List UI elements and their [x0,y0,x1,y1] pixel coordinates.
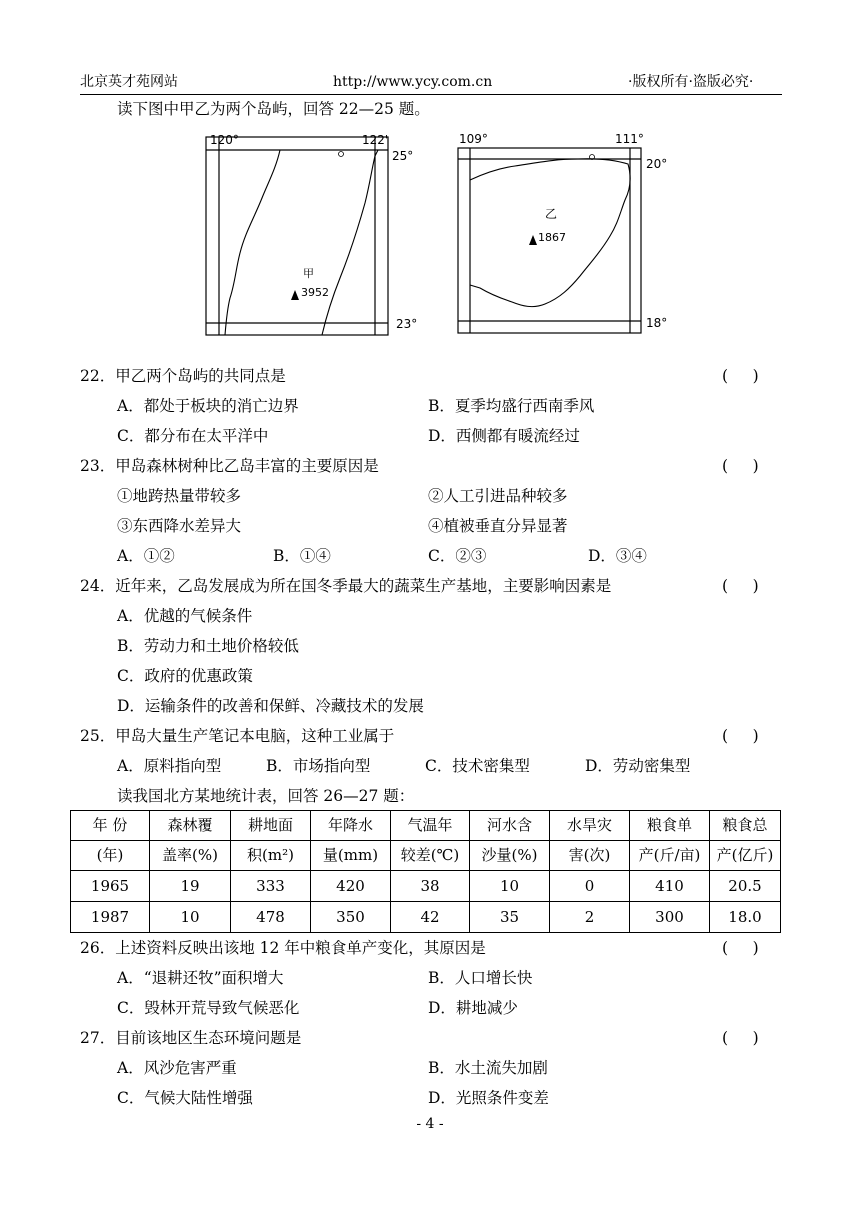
q23-option-d: D．③④ [588,547,647,565]
table-header-row [71,841,781,871]
table-header-row [71,811,781,841]
q27-stem: 27．目前该地区生态环境问题是 [80,1029,302,1047]
q23-item-1: ①地跨热量带较多 [117,487,242,505]
table-cell: 35 [470,902,550,933]
mountain-peak-icon [529,235,537,245]
answer-paren: ( ) [722,367,759,385]
table-header-cell: 盖率(%) [150,841,231,871]
q25-option-b: B．市场指向型 [266,757,371,775]
map-yi-lon-right: 111° [615,132,644,146]
q27-option-c: C．气候大陆性增强 [117,1089,253,1107]
table-header-cell: 森林覆 [150,811,231,841]
table-cell: 350 [311,902,391,933]
statistics-table [70,810,781,933]
table-row [71,902,781,933]
map-jia-lat-top: 25° [392,149,414,163]
table-header-cell: 积(m²) [231,841,311,871]
q25-option-c: C．技术密集型 [425,757,530,775]
q24-option-b: B．劳动力和土地价格较低 [117,637,299,655]
table-header-cell: 产(斤/亩) [630,841,710,871]
map-yi-lon-left: 109° [459,132,488,146]
answer-paren: ( ) [722,939,759,957]
q26-option-c: C．毁林开荒导致气候恶化 [117,999,300,1017]
q26-option-d: D．耕地减少 [428,999,518,1017]
table-header-cell: 害(次) [550,841,630,871]
map-yi-lat-top: 20° [646,157,668,171]
map-jia-lon-right: 122' [362,133,389,147]
table-cell: 42 [391,902,470,933]
map-yi [458,132,667,333]
map-jia-lon-left: 120° [210,133,239,147]
q23-option-c: C．②③ [428,547,487,565]
table-header-cell: 气温年 [391,811,470,841]
map-jia-peak: 3952 [301,286,329,299]
table-cell: 19 [150,871,231,902]
table-header-cell: 较差(℃) [391,841,470,871]
table-header-cell: 量(mm) [311,841,391,871]
table-header-cell: 沙量(%) [470,841,550,871]
table-cell: 10 [470,871,550,902]
table-cell: 420 [311,871,391,902]
header-url: http://www.ycy.com.cn [333,74,493,90]
answer-paren: ( ) [722,727,759,745]
q26-stem: 26．上述资料反映出该地 12 年中粮食单产变化，其原因是 [80,939,486,957]
table-cell: 300 [630,902,710,933]
island-jia-coast [225,150,378,335]
q24-option-c: C．政府的优惠政策 [117,667,253,685]
map-yi-lat-bottom: 18° [646,316,668,330]
table-header-cell: 耕地面 [231,811,311,841]
table-cell: 1987 [71,902,150,933]
answer-paren: ( ) [722,577,759,595]
q22-option-c: C．都分布在太平洋中 [117,427,269,445]
q23-stem: 23．甲岛森林树种比乙岛丰富的主要原因是 [80,457,379,475]
table-cell: 10 [150,902,231,933]
island-maps [200,128,700,343]
map-jia-lat-bottom: 23° [396,317,418,331]
mountain-peak-icon [291,290,299,300]
q25-option-a: A．原料指向型 [117,757,222,775]
table-header-cell: 年降水 [311,811,391,841]
q24-option-d: D．运输条件的改善和保鲜、冷藏技术的发展 [117,697,424,715]
q27-option-d: D．光照条件变差 [428,1089,549,1107]
q22-stem: 22．甲乙两个岛屿的共同点是 [80,367,286,385]
q23-item-4: ④植被垂直分异显著 [428,517,568,535]
header-rule [80,94,782,95]
q22-option-a: A．都处于板块的消亡边界 [117,397,299,415]
map-yi-name: 乙 [545,207,558,221]
table-header-cell: (年) [71,841,150,871]
answer-paren: ( ) [722,457,759,475]
q23-item-2: ②人工引进品种较多 [428,487,568,505]
map-yi-peak: 1867 [538,231,566,244]
table-header-cell: 水旱灾 [550,811,630,841]
header-site-name: 北京英才苑网站 [80,74,178,90]
q27-option-b: B．水土流失加剧 [428,1059,548,1077]
intro-22-25: 读下图中甲乙为两个岛屿，回答 22—25 题。 [117,100,430,118]
table-header-cell: 粮食总 [710,811,781,841]
intro-26-27: 读我国北方某地统计表，回答 26—27 题： [117,787,415,805]
table-header-cell: 河水含 [470,811,550,841]
page-number: - 4 - [416,1116,444,1132]
table-cell: 38 [391,871,470,902]
q25-stem: 25．甲岛大量生产笔记本电脑，这种工业属于 [80,727,395,745]
q22-option-d: D．西侧都有暖流经过 [428,427,580,445]
map-jia [206,133,417,335]
table-cell: 410 [630,871,710,902]
q25-option-d: D．劳动密集型 [585,757,691,775]
table-cell: 20.5 [710,871,781,902]
table-cell: 1965 [71,871,150,902]
table-cell: 333 [231,871,311,902]
q24-stem: 24．近年来，乙岛发展成为所在国冬季最大的蔬菜生产基地，主要影响因素是 [80,577,612,595]
table-row [71,871,781,902]
q23-option-b: B．①④ [273,547,331,565]
q26-option-b: B．人口增长快 [428,969,533,987]
answer-paren: ( ) [722,1029,759,1047]
map-jia-name: 甲 [303,267,314,280]
q23-item-3: ③东西降水差异大 [117,517,242,535]
q26-option-a: A．“退耕还牧”面积增大 [117,969,284,987]
table-cell: 0 [550,871,630,902]
table-header-cell: 年 份 [71,811,150,841]
header-copyright: ·版权所有·盗版必究· [628,74,754,90]
table-cell: 478 [231,902,311,933]
table-cell: 18.0 [710,902,781,933]
q24-option-a: A．优越的气候条件 [117,607,253,625]
q23-option-a: A．①② [117,547,175,565]
table-header-cell: 产(亿斤) [710,841,781,871]
q22-option-b: B．夏季均盛行西南季风 [428,397,595,415]
table-header-cell: 粮食单 [630,811,710,841]
table-cell: 2 [550,902,630,933]
q27-option-a: A．风沙危害严重 [117,1059,237,1077]
